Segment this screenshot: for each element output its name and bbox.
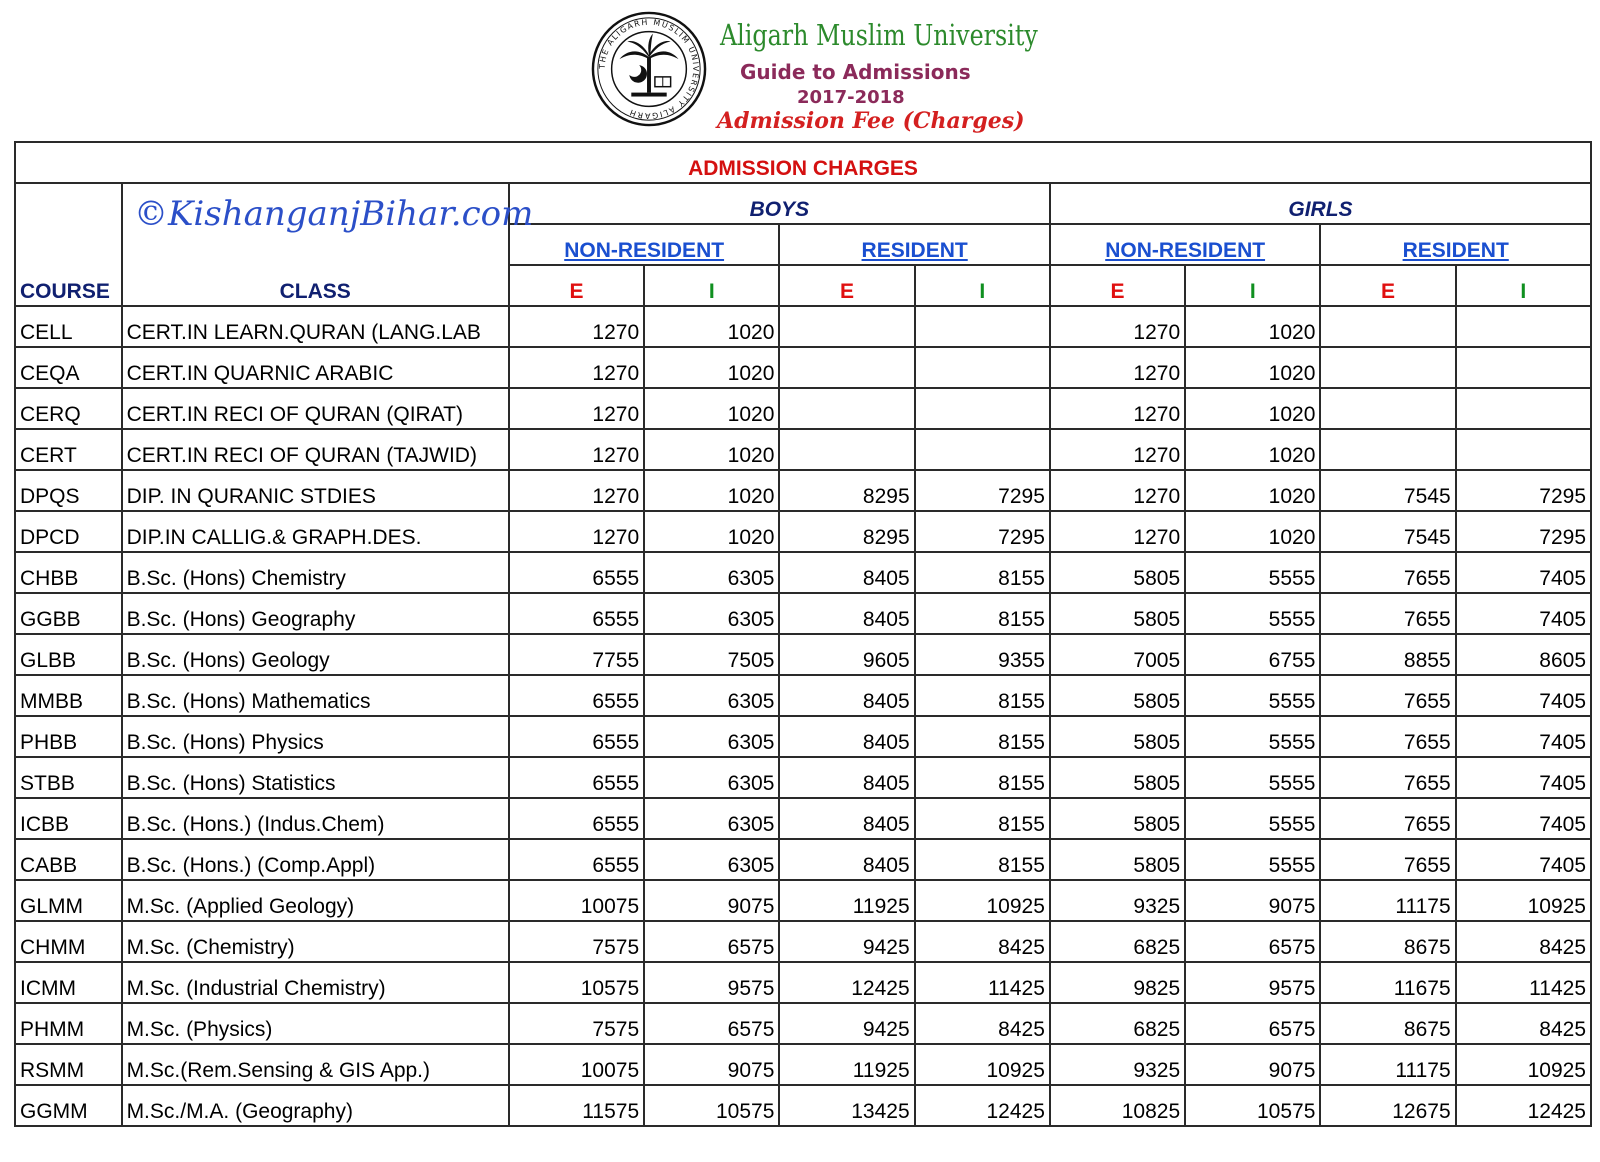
fee-cell: 7295 <box>1456 511 1591 552</box>
table-row <box>15 880 1591 921</box>
table-banner-row <box>15 142 1591 183</box>
table-row <box>15 511 1591 552</box>
fee-cell: 6555 <box>509 675 644 716</box>
table-row <box>15 1003 1591 1044</box>
fee-cell: 1270 <box>1050 347 1185 388</box>
table-row <box>15 1085 1591 1126</box>
course-code: ICMM <box>15 962 122 1003</box>
admission-charges-table <box>14 141 1592 1127</box>
table-banner: ADMISSION CHARGES <box>15 142 1591 183</box>
fee-cell: 6575 <box>644 921 779 962</box>
fee-cell <box>1456 306 1591 347</box>
fee-cell <box>779 306 914 347</box>
fee-cell <box>779 388 914 429</box>
fee-cell: 9425 <box>779 1003 914 1044</box>
course-code: GGBB <box>15 593 122 634</box>
fee-cell: 1020 <box>1185 347 1320 388</box>
table-row <box>15 921 1591 962</box>
fee-cell: 6755 <box>1185 634 1320 675</box>
fee-cell: 1020 <box>644 347 779 388</box>
fee-cell <box>1320 306 1455 347</box>
fee-cell: 6555 <box>509 716 644 757</box>
fee-cell: 6575 <box>1185 921 1320 962</box>
fee-cell: 6555 <box>509 757 644 798</box>
fee-cell: 1270 <box>509 511 644 552</box>
fee-cell: 6305 <box>644 593 779 634</box>
girls-resident-label: RESIDENT <box>1402 239 1509 262</box>
class-name: B.Sc. (Hons) Geography <box>122 593 509 634</box>
university-title: Aligarh Muslim University <box>720 18 1038 52</box>
boys-non-resident-label: NON-RESIDENT <box>564 239 725 262</box>
academic-year: 2017-2018 <box>797 87 905 108</box>
fee-cell <box>915 429 1050 470</box>
fee-cell <box>779 429 914 470</box>
fee-cell: 6305 <box>644 757 779 798</box>
fee-cell: 1270 <box>1050 470 1185 511</box>
fee-cell: 10925 <box>1456 1044 1591 1085</box>
fee-cell: 7405 <box>1456 798 1591 839</box>
fee-cell: 7655 <box>1320 716 1455 757</box>
fee-cell: 12675 <box>1320 1085 1455 1126</box>
fee-cell: 8405 <box>779 839 914 880</box>
table-row <box>15 757 1591 798</box>
class-name: M.Sc. (Applied Geology) <box>122 880 509 921</box>
fee-cell: 5555 <box>1185 552 1320 593</box>
fee-cell: 10925 <box>915 880 1050 921</box>
fee-cell: 5805 <box>1050 839 1185 880</box>
class-name: B.Sc. (Hons) Physics <box>122 716 509 757</box>
course-code: ICBB <box>15 798 122 839</box>
fee-cell: 5805 <box>1050 757 1185 798</box>
fee-cell: 8295 <box>779 511 914 552</box>
fee-cell: 5805 <box>1050 675 1185 716</box>
fee-cell: 6305 <box>644 675 779 716</box>
fee-cell: 6825 <box>1050 1003 1185 1044</box>
fee-cell: 7005 <box>1050 634 1185 675</box>
fee-cell: 10925 <box>915 1044 1050 1085</box>
boys-res-i: I <box>915 265 1050 306</box>
table-row <box>15 675 1591 716</box>
table-row <box>15 306 1591 347</box>
course-code: CABB <box>15 839 122 880</box>
col-course-label: COURSE <box>20 280 110 303</box>
fee-cell: 7655 <box>1320 675 1455 716</box>
fee-cell: 9325 <box>1050 1044 1185 1085</box>
fee-cell: 7295 <box>1456 470 1591 511</box>
fee-cell: 7655 <box>1320 798 1455 839</box>
fee-cell: 11425 <box>915 962 1050 1003</box>
fee-cell: 11175 <box>1320 1044 1455 1085</box>
course-code: CEQA <box>15 347 122 388</box>
document-header <box>0 0 1600 140</box>
col-class-label: CLASS <box>279 280 351 303</box>
class-name: CERT.IN RECI OF QURAN (TAJWID) <box>122 429 509 470</box>
class-name: B.Sc. (Hons.) (Comp.Appl) <box>122 839 509 880</box>
fee-cell: 5805 <box>1050 716 1185 757</box>
fee-cell: 8405 <box>779 716 914 757</box>
fee-cell: 6305 <box>644 798 779 839</box>
course-code: MMBB <box>15 675 122 716</box>
fee-cell: 8155 <box>915 593 1050 634</box>
fee-cell <box>915 388 1050 429</box>
fee-cell: 11575 <box>509 1085 644 1126</box>
course-code: CERQ <box>15 388 122 429</box>
table-row <box>15 347 1591 388</box>
class-name: B.Sc. (Hons) Mathematics <box>122 675 509 716</box>
fee-cell: 7755 <box>509 634 644 675</box>
fee-cell <box>915 306 1050 347</box>
table-row <box>15 839 1591 880</box>
group-girls: GIRLS <box>1050 183 1591 224</box>
guide-title: Guide to Admissions <box>740 60 971 84</box>
fee-cell: 1270 <box>509 388 644 429</box>
girls-res-e: E <box>1320 265 1455 306</box>
fee-cell: 10575 <box>1185 1085 1320 1126</box>
fee-cell: 1020 <box>644 470 779 511</box>
course-code: RSMM <box>15 1044 122 1085</box>
boys-res-e: E <box>779 265 914 306</box>
fee-cell: 7295 <box>915 511 1050 552</box>
fee-cell: 10575 <box>644 1085 779 1126</box>
fee-cell: 8295 <box>779 470 914 511</box>
table-row <box>15 388 1591 429</box>
fee-cell: 5805 <box>1050 798 1185 839</box>
fee-cell: 1270 <box>1050 429 1185 470</box>
fee-cell: 8405 <box>779 593 914 634</box>
fee-cell: 11175 <box>1320 880 1455 921</box>
fee-cell: 9575 <box>1185 962 1320 1003</box>
class-name: CERT.IN LEARN.QURAN (LANG.LAB <box>122 306 509 347</box>
fee-cell: 10575 <box>509 962 644 1003</box>
class-name: B.Sc. (Hons.) (Indus.Chem) <box>122 798 509 839</box>
fee-cell: 1270 <box>509 347 644 388</box>
fee-cell <box>1456 429 1591 470</box>
fee-cell: 7405 <box>1456 552 1591 593</box>
table-row <box>15 1044 1591 1085</box>
fee-cell: 5805 <box>1050 593 1185 634</box>
fee-cell: 7575 <box>509 1003 644 1044</box>
fee-cell: 1020 <box>1185 388 1320 429</box>
class-name: M.Sc.(Rem.Sensing & GIS App.) <box>122 1044 509 1085</box>
boys-resident <box>779 224 1050 265</box>
fee-cell: 9575 <box>644 962 779 1003</box>
fee-cell: 11425 <box>1456 962 1591 1003</box>
fee-cell: 7405 <box>1456 757 1591 798</box>
course-code: GLMM <box>15 880 122 921</box>
fee-cell: 8425 <box>1456 921 1591 962</box>
fee-cell: 5555 <box>1185 757 1320 798</box>
fee-cell: 12425 <box>779 962 914 1003</box>
fee-cell: 11675 <box>1320 962 1455 1003</box>
course-code: CERT <box>15 429 122 470</box>
fee-cell: 10075 <box>509 880 644 921</box>
fee-cell: 8405 <box>779 675 914 716</box>
fee-cell: 6555 <box>509 798 644 839</box>
class-name: B.Sc. (Hons) Statistics <box>122 757 509 798</box>
course-code: STBB <box>15 757 122 798</box>
fee-cell: 8405 <box>779 798 914 839</box>
fee-cell: 7655 <box>1320 593 1455 634</box>
fee-cell: 5555 <box>1185 716 1320 757</box>
course-code: PHBB <box>15 716 122 757</box>
class-name: M.Sc. (Physics) <box>122 1003 509 1044</box>
fee-cell: 6555 <box>509 552 644 593</box>
fee-cell: 12425 <box>915 1085 1050 1126</box>
fee-cell: 7405 <box>1456 675 1591 716</box>
girls-nonres-i: I <box>1185 265 1320 306</box>
class-name: M.Sc./M.A. (Geography) <box>122 1085 509 1126</box>
fee-cell: 10825 <box>1050 1085 1185 1126</box>
fee-cell: 8155 <box>915 675 1050 716</box>
boys-nonres-e: E <box>509 265 644 306</box>
fee-cell: 1270 <box>1050 388 1185 429</box>
class-name: CERT.IN RECI OF QURAN (QIRAT) <box>122 388 509 429</box>
fee-cell: 6575 <box>644 1003 779 1044</box>
fee-cell: 7655 <box>1320 839 1455 880</box>
fee-cell: 1020 <box>644 388 779 429</box>
fee-cell: 7575 <box>509 921 644 962</box>
fee-cell: 11925 <box>779 1044 914 1085</box>
class-name: M.Sc. (Chemistry) <box>122 921 509 962</box>
fee-cell: 1020 <box>644 429 779 470</box>
fee-cell: 8155 <box>915 757 1050 798</box>
boys-non-resident <box>509 224 780 265</box>
fee-cell: 6305 <box>644 716 779 757</box>
fee-cell <box>1456 388 1591 429</box>
course-code: DPQS <box>15 470 122 511</box>
fee-cell: 1020 <box>644 306 779 347</box>
fee-cell: 9355 <box>915 634 1050 675</box>
fee-cell: 7405 <box>1456 593 1591 634</box>
fee-cell: 8425 <box>1456 1003 1591 1044</box>
table-row <box>15 593 1591 634</box>
class-name: B.Sc. (Hons) Chemistry <box>122 552 509 593</box>
course-code: GGMM <box>15 1085 122 1126</box>
fee-cell: 6575 <box>1185 1003 1320 1044</box>
fee-cell <box>779 347 914 388</box>
fee-cell: 1270 <box>1050 306 1185 347</box>
class-name: DIP.IN CALLIG.& GRAPH.DES. <box>122 511 509 552</box>
course-code: CELL <box>15 306 122 347</box>
girls-non-resident <box>1050 224 1321 265</box>
fee-cell <box>1456 347 1591 388</box>
girls-non-resident-label: NON-RESIDENT <box>1105 239 1266 262</box>
table-row <box>15 962 1591 1003</box>
group-boys: BOYS <box>509 183 1050 224</box>
fee-cell: 8155 <box>915 716 1050 757</box>
fee-cell: 1020 <box>1185 511 1320 552</box>
fee-cell: 10925 <box>1456 880 1591 921</box>
table-row <box>15 634 1591 675</box>
fee-cell: 5555 <box>1185 839 1320 880</box>
fee-cell: 6305 <box>644 839 779 880</box>
table-row <box>15 716 1591 757</box>
table-row <box>15 552 1591 593</box>
fee-cell: 8855 <box>1320 634 1455 675</box>
table-row <box>15 429 1591 470</box>
fee-cell: 7295 <box>915 470 1050 511</box>
fee-cell: 1020 <box>644 511 779 552</box>
fee-cell: 7655 <box>1320 757 1455 798</box>
fee-cell: 7405 <box>1456 839 1591 880</box>
class-name: M.Sc. (Industrial Chemistry) <box>122 962 509 1003</box>
boys-resident-label: RESIDENT <box>861 239 968 262</box>
boys-nonres-i: I <box>644 265 779 306</box>
fee-cell: 1270 <box>509 306 644 347</box>
fee-subtitle: Admission Fee (Charges) <box>717 108 1025 134</box>
fee-cell: 5805 <box>1050 552 1185 593</box>
seal-text: THE ALIGARH MUSLIM UNIVERSITY ALIGARH <box>597 17 701 121</box>
fee-cell: 6555 <box>509 593 644 634</box>
girls-nonres-e: E <box>1050 265 1185 306</box>
fee-cell: 5555 <box>1185 798 1320 839</box>
fee-cell: 8155 <box>915 552 1050 593</box>
course-code: PHMM <box>15 1003 122 1044</box>
watermark: ©KishanganjBihar.com <box>134 194 534 234</box>
fee-cell: 8405 <box>779 552 914 593</box>
class-name: CERT.IN QUARNIC ARABIC <box>122 347 509 388</box>
fee-cell: 6305 <box>644 552 779 593</box>
fee-cell: 13425 <box>779 1085 914 1126</box>
class-name: DIP. IN QURANIC STDIES <box>122 470 509 511</box>
fee-cell: 7545 <box>1320 470 1455 511</box>
fee-cell: 8425 <box>915 1003 1050 1044</box>
university-seal-logo <box>590 10 708 128</box>
fee-cell: 1020 <box>1185 429 1320 470</box>
girls-res-i: I <box>1456 265 1591 306</box>
fee-cell: 9325 <box>1050 880 1185 921</box>
fee-cell: 11925 <box>779 880 914 921</box>
fee-cell <box>1320 388 1455 429</box>
fee-cell: 8405 <box>779 757 914 798</box>
table-row <box>15 470 1591 511</box>
fee-cell: 5555 <box>1185 593 1320 634</box>
fee-cell: 7505 <box>644 634 779 675</box>
header-course <box>15 183 122 306</box>
fee-cell: 8425 <box>915 921 1050 962</box>
fee-cell: 6555 <box>509 839 644 880</box>
fee-cell <box>1320 347 1455 388</box>
course-code: CHBB <box>15 552 122 593</box>
girls-resident <box>1320 224 1591 265</box>
course-code: DPCD <box>15 511 122 552</box>
fee-cell: 8155 <box>915 839 1050 880</box>
fee-cell: 9425 <box>779 921 914 962</box>
fee-cell: 1020 <box>1185 306 1320 347</box>
fee-cell: 9605 <box>779 634 914 675</box>
fee-cell: 7545 <box>1320 511 1455 552</box>
fee-cell: 9075 <box>1185 880 1320 921</box>
fee-cell: 8675 <box>1320 921 1455 962</box>
fee-cell: 7655 <box>1320 552 1455 593</box>
table-row <box>15 798 1591 839</box>
fee-cell: 1270 <box>509 470 644 511</box>
fee-cell: 5555 <box>1185 675 1320 716</box>
fee-cell: 8675 <box>1320 1003 1455 1044</box>
fee-cell: 6825 <box>1050 921 1185 962</box>
fee-cell: 1270 <box>1050 511 1185 552</box>
course-code: GLBB <box>15 634 122 675</box>
fee-cell: 9825 <box>1050 962 1185 1003</box>
course-code: CHMM <box>15 921 122 962</box>
fee-cell: 1020 <box>1185 470 1320 511</box>
fee-cell: 7405 <box>1456 716 1591 757</box>
fee-cell: 9075 <box>644 1044 779 1085</box>
fee-cell: 10075 <box>509 1044 644 1085</box>
fee-cell: 8155 <box>915 798 1050 839</box>
fee-cell: 9075 <box>1185 1044 1320 1085</box>
class-name: B.Sc. (Hons) Geology <box>122 634 509 675</box>
fee-cell <box>915 347 1050 388</box>
fee-cell <box>1320 429 1455 470</box>
fee-cell: 1270 <box>509 429 644 470</box>
fee-cell: 9075 <box>644 880 779 921</box>
fee-cell: 12425 <box>1456 1085 1591 1126</box>
fee-cell: 8605 <box>1456 634 1591 675</box>
